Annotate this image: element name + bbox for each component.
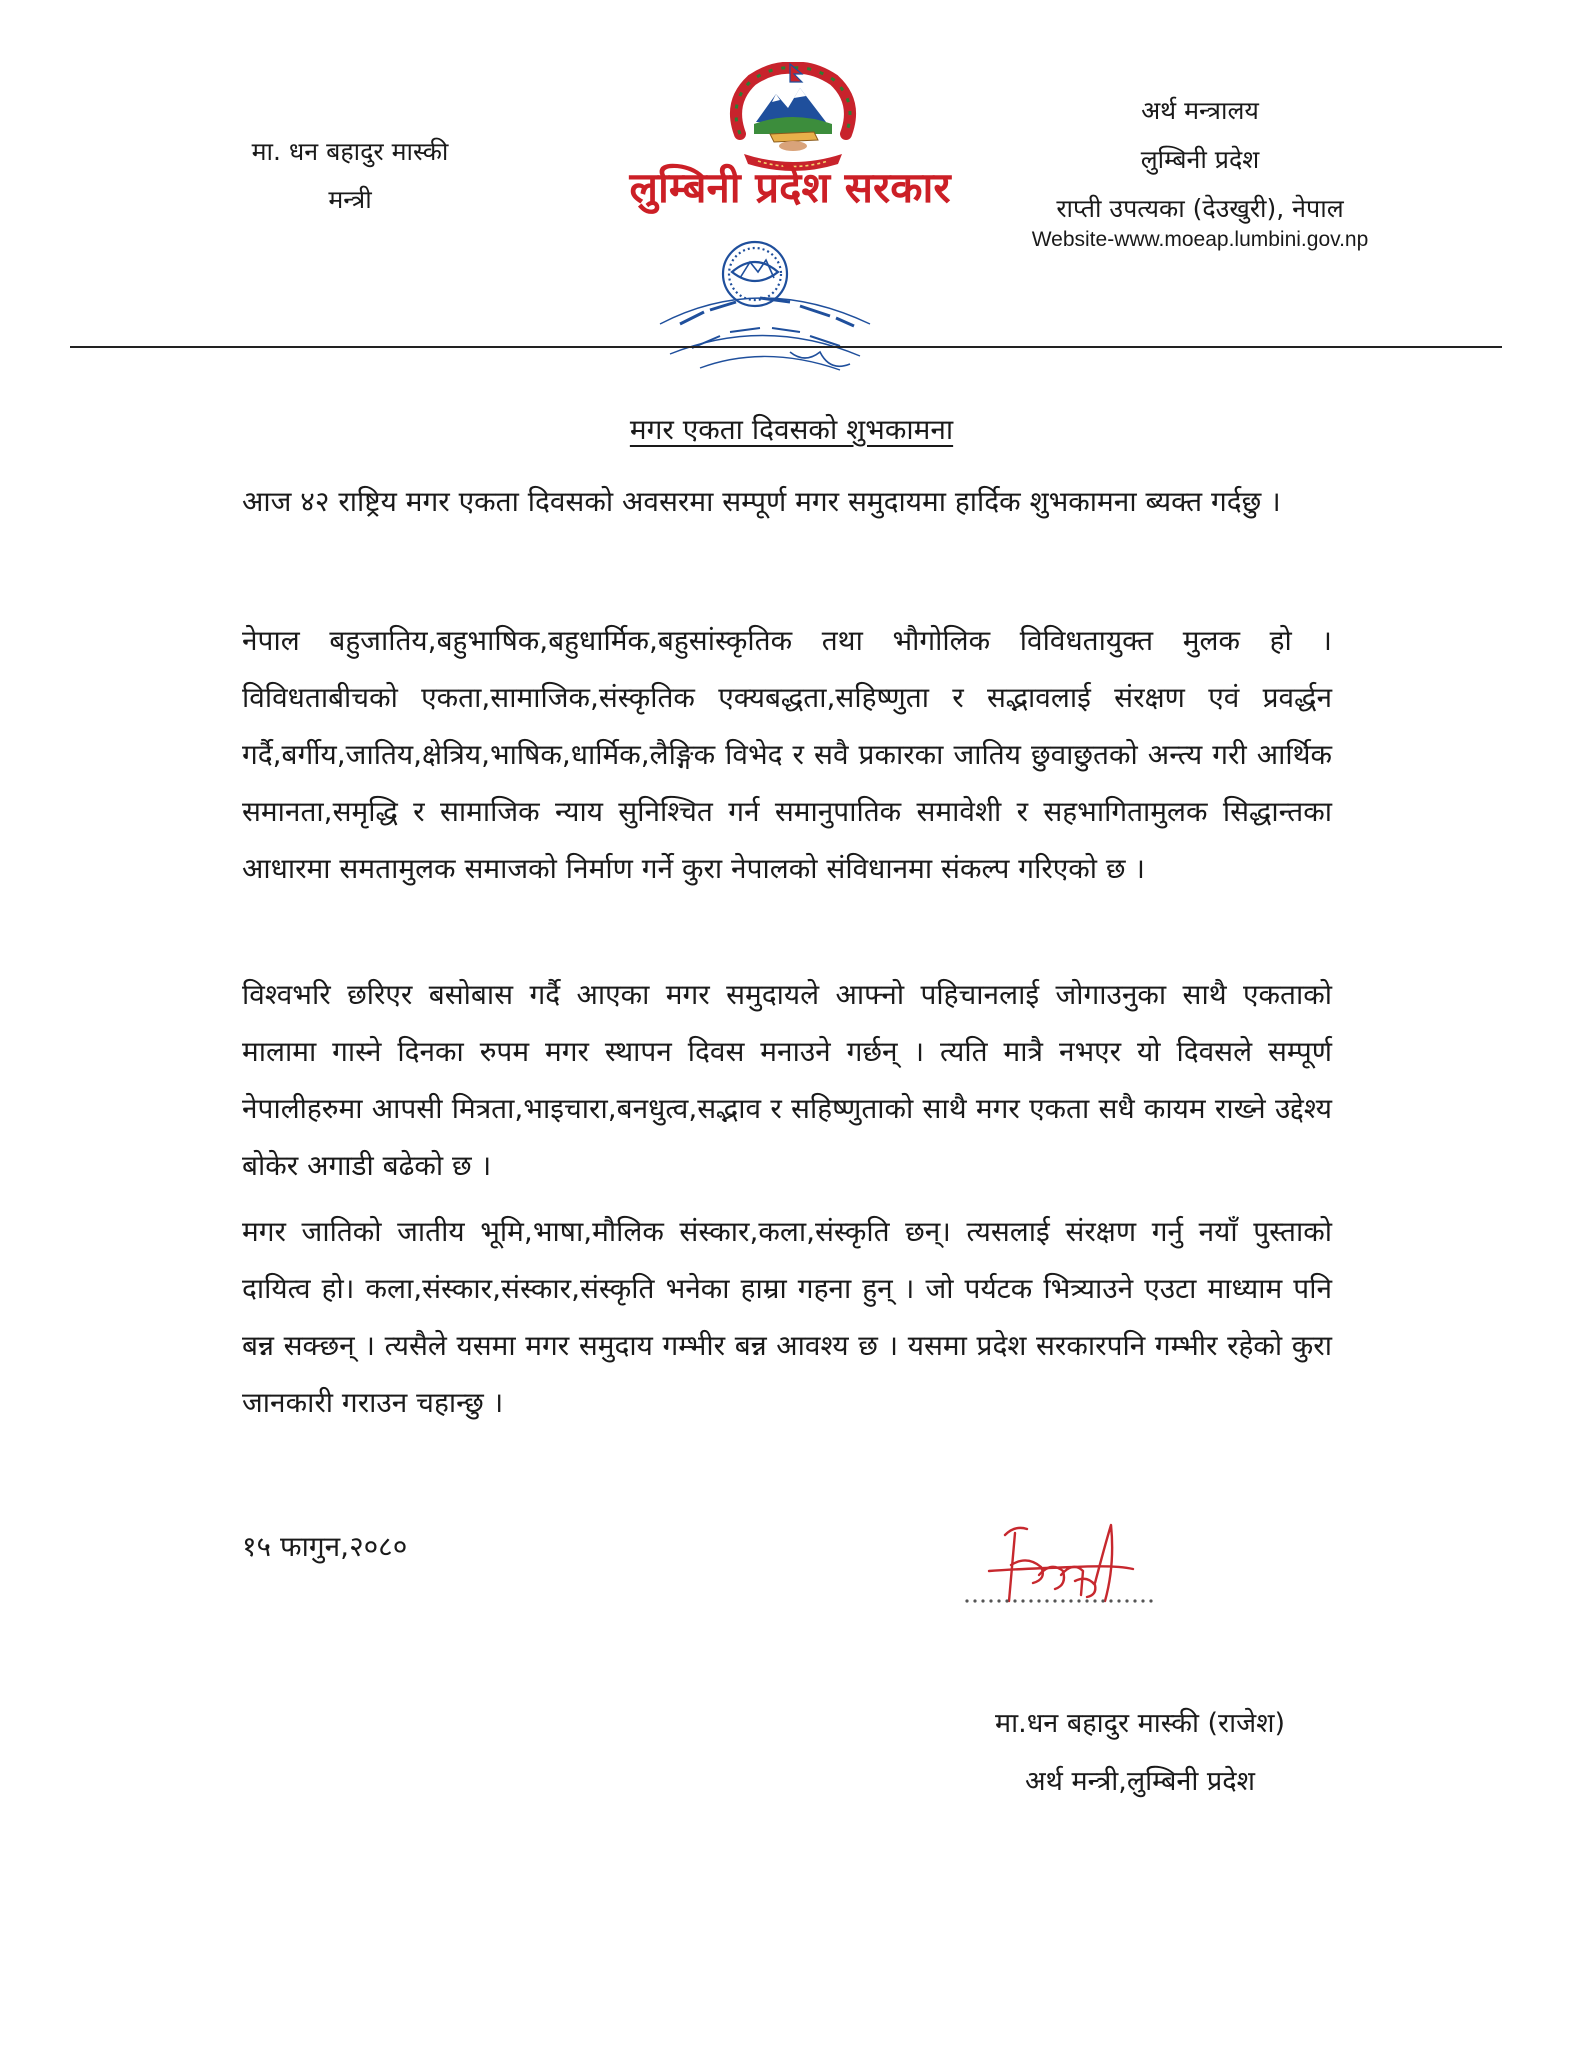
document-title: मगर एकता दिवसको शुभकामना xyxy=(629,413,954,446)
minister-title: मन्त्री xyxy=(328,185,372,214)
signatory-block xyxy=(930,1695,1350,1811)
paragraph-greeting: आज ४२ राष्ट्रिय मगर एकता दिवसको अवसरमा सम्पूर्ण मगर समुदायमा हार्दिक शुभकामना ब्यक्त गर्दछु । xyxy=(242,485,1281,518)
ministry-name: अर्थ मन्त्रालय xyxy=(1141,96,1259,125)
paragraph-culture: मगर जातिको जातीय भूमि,भाषा,मौलिक संस्कार,कला,संस्कृति छन्। त्यसलाई संरक्षण गर्नु नयाँ पुस्ताको दायित्व हो। कला,संस्कार,संस्कार,संस्कृति भनेका हाम्रा गहना हुन् । जो पर्यटक भित्र्याउने एउटा माध्याम पनि बन्न सक्छन् । त्यसैले यसमा मगर समुदाय गम्भीर बन्न आवश्य छ । यसमा प्रदेश सरकारपनि गम्भीर रहेको कुरा जानकारी गराउन चहान्छु । xyxy=(242,1215,1332,1419)
minister-header-block xyxy=(190,128,510,224)
government-name: लुम्बिनी प्रदेश सरकार xyxy=(629,163,951,212)
paragraph-constitution: नेपाल बहुजातिय,बहुभाषिक,बहुधार्मिक,बहुसांस्कृतिक तथा भौगोलिक विविधतायुक्त मुलक हो । विविधताबीचको एकता,सामाजिक,संस्कृतिक एक्यबद्धता,सहिष्णुता र सद्भावलाई संरक्षण एवं प्रवर्द्धन गर्दै,बर्गीय,जातिय,क्षेत्रिय,भाषिक,धार्मिक,लैङ्गिक विभेद र सवै प्रकारका जातिय छुवाछुतको अन्त्य गरी आर्थिक समानता,समृद्धि र सामाजिक न्याय सुनिश्चित गर्न समानुपातिक समावेशी र सहभागितामुलक सिद्धान्तका आधारमा समतामुलक समाजको निर्माण गर्ने कुरा नेपालको संविधानमा संकल्प गरिएको छ । xyxy=(242,624,1332,885)
province-name: लुम्बिनी प्रदेश xyxy=(1140,145,1260,174)
document-date: १५ फागुन,२०८० xyxy=(242,1530,408,1563)
ministry-seal-stamp xyxy=(640,232,890,382)
ministry-website: Website-www.moeap.lumbini.gov.np xyxy=(1031,228,1369,251)
signatory-designation: अर्थ मन्त्री,लुम्बिनी प्रदेश xyxy=(1025,1766,1255,1797)
signatory-name: मा.धन बहादुर मास्की (राजेश) xyxy=(994,1708,1286,1739)
minister-name: मा. धन बहादुर मास्की xyxy=(251,137,449,166)
ministry-location: राप्ती उपत्यका (देउखुरी), नेपाल xyxy=(1056,194,1344,223)
handwritten-signature xyxy=(955,1505,1170,1635)
paragraph-magar-unity: विश्वभरि छरिएर बसोबास गर्दै आएका मगर समुदायले आफ्नो पहिचानलाई जोगाउनुका साथै एकताको मालामा गास्ने दिनका रुपम मगर स्थापन दिवस मनाउने गर्छन् । त्यति मात्रै नभएर यो दिवसले सम्पूर्ण नेपालीहरुमा आपसी मित्रता,भाइचारा,बनधुत्व,सद्भाव र सहिष्णुताको साथै मगर एकता सधै कायम राख्ने उद्देश्य बोकेर अगाडी बढेको छ । xyxy=(242,978,1332,1182)
header-divider xyxy=(70,346,1502,348)
ministry-address-block xyxy=(1010,86,1390,233)
